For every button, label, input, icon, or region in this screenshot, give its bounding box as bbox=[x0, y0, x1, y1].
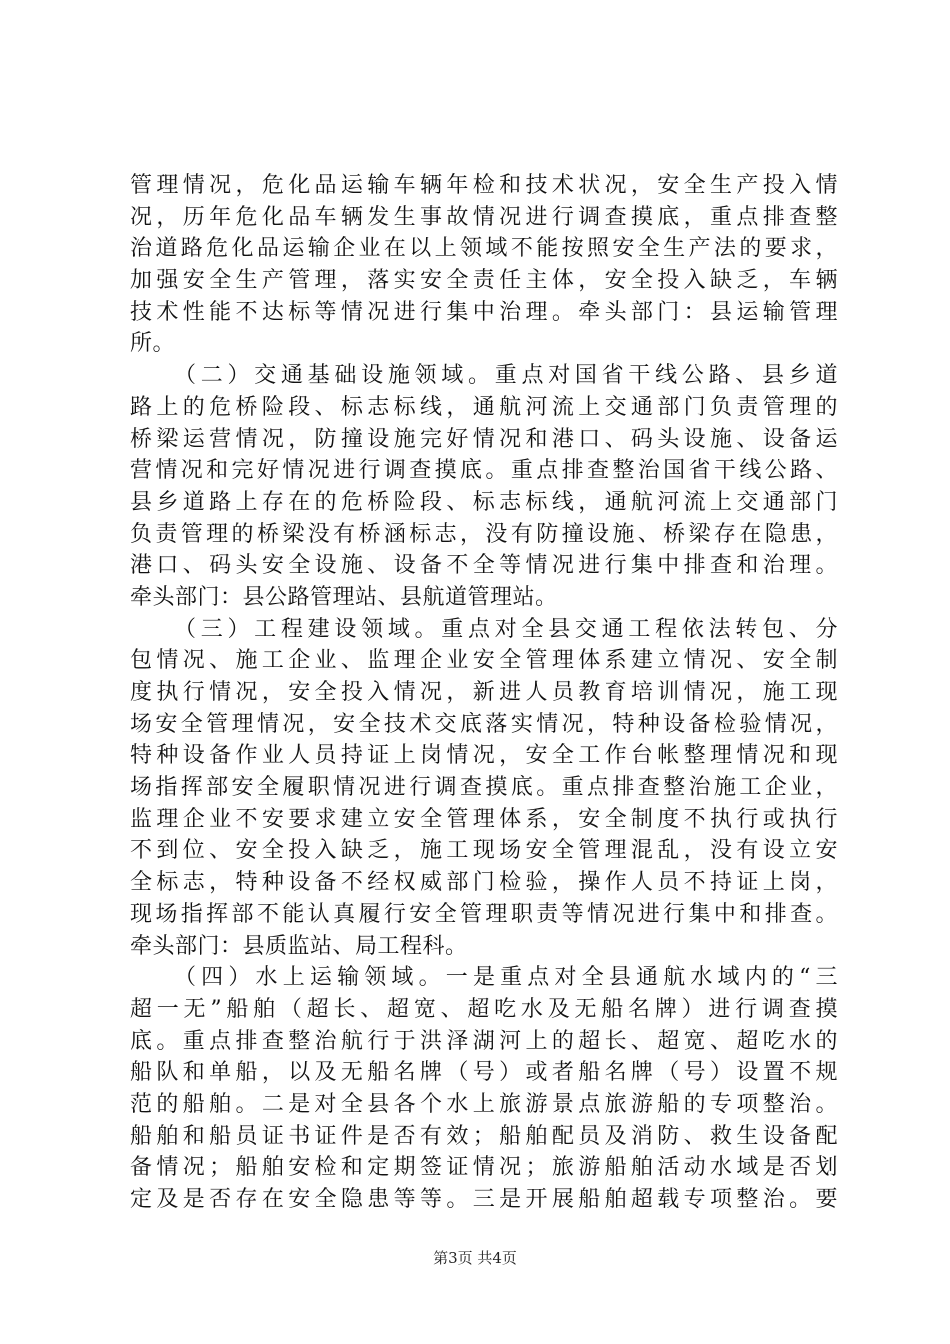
text-line: 桥梁运营情况，防撞设施完好情况和港口、码头设施、设备运 bbox=[130, 426, 838, 452]
text-line: 场指挥部安全履职情况进行调查摸底。重点排查整治施工企业， bbox=[130, 775, 838, 801]
text-line: 船队和单船，以及无船名牌（号）或者船名牌（号）设置不规 bbox=[130, 1060, 838, 1086]
text-line: （三）工程建设领域。重点对全县交通工程依法转包、分 bbox=[174, 616, 838, 642]
text-line: 县乡道路上存在的危桥险段、标志标线，通航河流上交通部门 bbox=[130, 489, 838, 515]
text-line: 场安全管理情况，安全技术交底落实情况，特种设备检验情况， bbox=[130, 711, 838, 737]
text-line: 度执行情况，安全投入情况，新进人员教育培训情况，施工现 bbox=[130, 680, 838, 705]
text-line: 底。重点排查整治航行于洪泽湖河上的超长、超宽、超吃水的 bbox=[130, 1028, 838, 1054]
text-line: （二）交通基础设施领域。重点对国省干线公路、县乡道 bbox=[174, 363, 838, 389]
text-line: 包情况、施工企业、监理企业安全管理体系建立情况、安全制 bbox=[130, 648, 838, 674]
text-line: 船舶和船员证书证件是否有效；船舶配员及消防、救生设备配 bbox=[130, 1123, 838, 1149]
text-line: 特种设备作业人员持证上岗情况，安全工作台帐整理情况和现 bbox=[130, 743, 838, 769]
text-line: 全标志，特种设备不经权威部门检验，操作人员不持证上岗， bbox=[130, 870, 838, 896]
text-line: 加强安全生产管理，落实安全责任主体，安全投入缺乏，车辆 bbox=[130, 268, 838, 294]
text-line: 不到位、安全投入缺乏，施工现场安全管理混乱，没有设立安 bbox=[130, 838, 838, 864]
text-line: 现场指挥部不能认真履行安全管理职责等情况进行集中和排查。 bbox=[130, 901, 838, 927]
text-line: 监理企业不安要求建立安全管理体系，安全制度不执行或执行 bbox=[130, 806, 838, 832]
text-line: 牵头部门：县质监站、局工程科。 bbox=[130, 933, 468, 959]
text-line: 况，历年危化品车辆发生事故情况进行调查摸底，重点排查整 bbox=[130, 204, 838, 230]
text-line: 营情况和完好情况进行调查摸底。重点排查整治国省干线公路、 bbox=[130, 458, 838, 484]
text-line: 备情况；船舶安检和定期签证情况；旅游船舶活动水域是否划 bbox=[130, 1155, 838, 1181]
text-line: 定及是否存在安全隐患等等。三是开展船舶超载专项整治。要 bbox=[130, 1187, 838, 1212]
page-footer: 第3页 共4页 bbox=[433, 1249, 517, 1267]
text-line: （四）水上运输领域。一是重点对全县通航水域内的“三 bbox=[174, 965, 838, 991]
text-line: 管理情况，危化品运输车辆年检和技术状况，安全生产投入情 bbox=[130, 173, 838, 198]
body-text bbox=[130, 170, 838, 1216]
text-line: 牵头部门：县公路管理站、县航道管理站。 bbox=[130, 584, 558, 610]
text-line: 所。 bbox=[130, 331, 176, 357]
text-line: 超一无”船舶（超长、超宽、超吃水及无船名牌）进行调查摸 bbox=[130, 996, 838, 1022]
text-line: 技术性能不达标等情况进行集中治理。牵头部门：县运输管理 bbox=[130, 299, 838, 325]
text-line: 治道路危化品运输企业在以上领域不能按照安全生产法的要求， bbox=[130, 236, 838, 262]
text-line: 范的船舶。二是对全县各个水上旅游景点旅游船的专项整治。 bbox=[130, 1091, 838, 1117]
text-line: 路上的危桥险段、标志标线，通航河流上交通部门负责管理的 bbox=[130, 394, 838, 420]
text-line: 港口、码头安全设施、设备不全等情况进行集中排查和治理。 bbox=[130, 553, 838, 579]
text-line: 负责管理的桥梁没有桥涵标志，没有防撞设施、桥梁存在隐患， bbox=[130, 521, 838, 547]
